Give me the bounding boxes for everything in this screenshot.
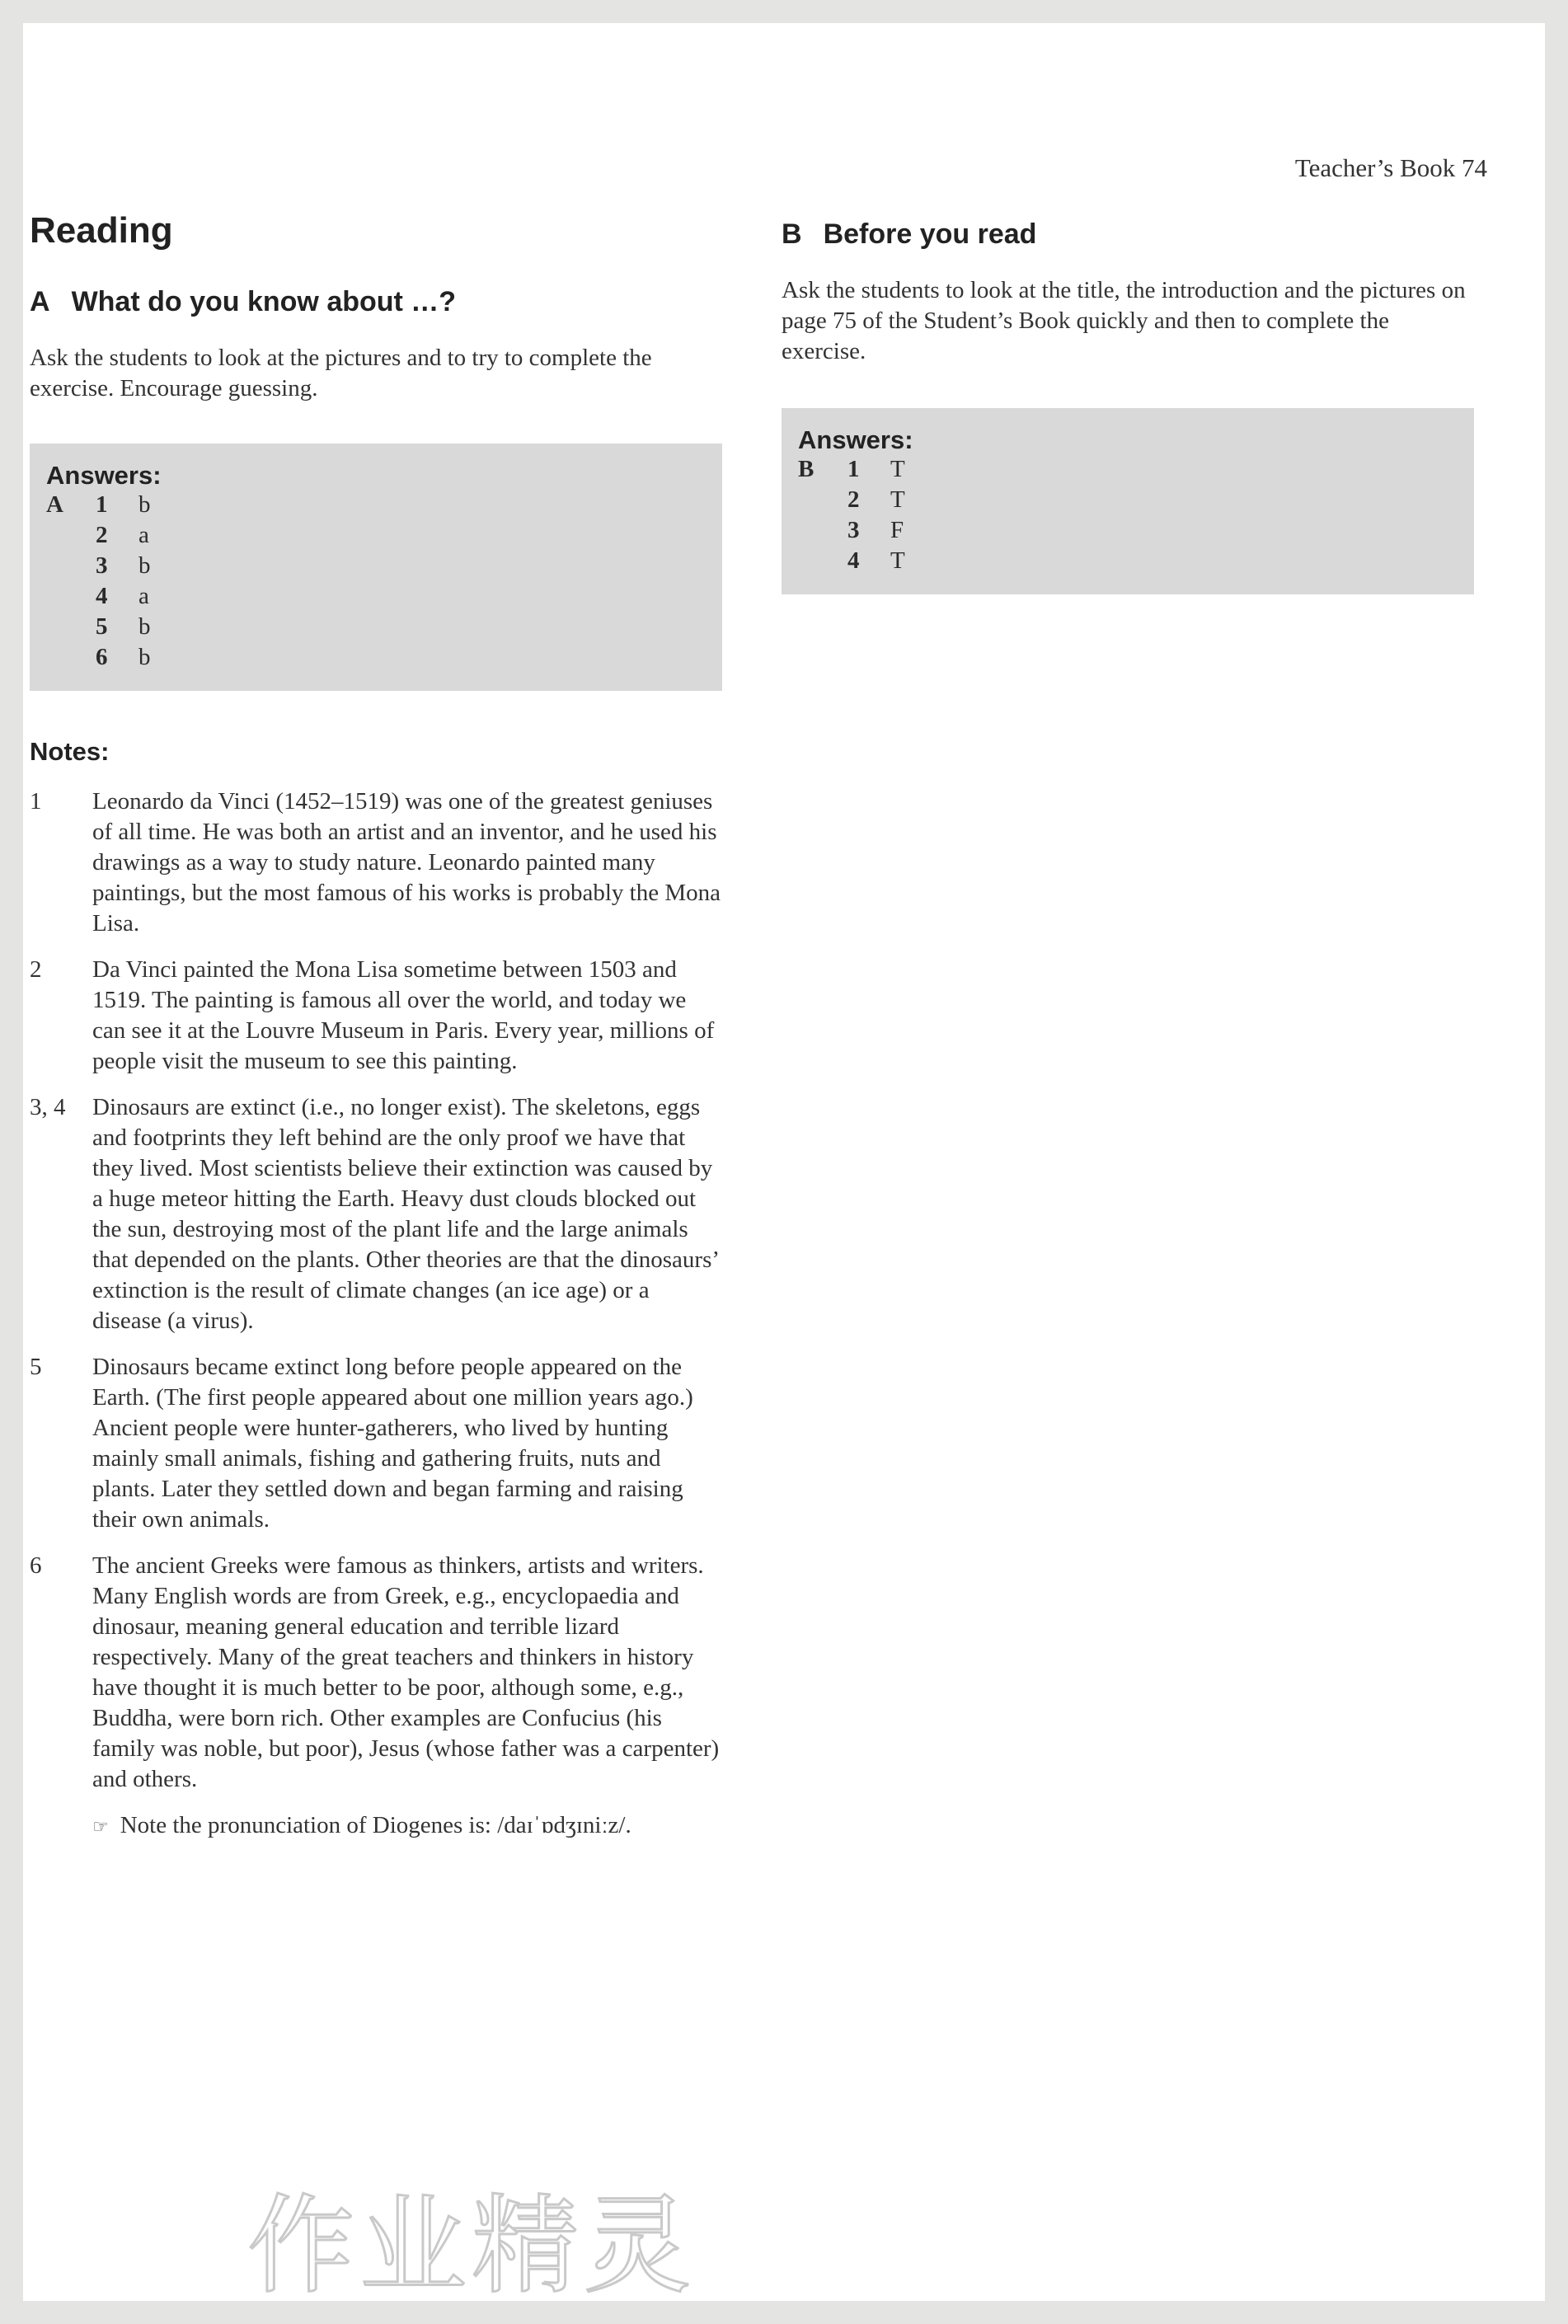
note-item — [30, 1092, 722, 1336]
answer-value: a — [138, 583, 149, 609]
part-b-instructions: Ask the students to look at the title, the introduction and the pictures on page 75 of the Student’s Book quickly and then to complete the exercise. — [782, 277, 1466, 364]
note-text: Leonardo da Vinci (1452–1519) was one of the greatest geniuses of all time. He was both an artist and an inventor, and he used his drawings as a way to study nature. Leonardo painted many paintings, but the most famous of his works is probably the Mona Lisa. — [92, 788, 721, 937]
answer-row — [798, 546, 905, 576]
answer-row — [46, 520, 151, 551]
answers-table-b — [798, 454, 905, 576]
answer-number: 1 — [847, 456, 860, 482]
answer-row — [46, 642, 151, 673]
answer-number: 3 — [96, 552, 108, 579]
part-b-letter: B — [782, 218, 802, 250]
answers-box-a — [30, 444, 722, 691]
note-text: Da Vinci painted the Mona Lisa sometime between 1503 and 1519. The painting is famous all over the world, and today we can see it at the Louvre Museum in Paris. Every year, millions of people visit the museum to see this painting. — [92, 956, 715, 1074]
part-a-title: What do you know about …? — [71, 286, 457, 317]
answer-row — [46, 612, 151, 642]
answers-label-b: Answers: — [798, 425, 913, 454]
part-a-heading — [30, 286, 722, 318]
answers-box-b — [782, 408, 1474, 594]
answers-label-a: Answers: — [46, 461, 162, 490]
note-text: Dinosaurs are extinct (i.e., no longer exist). The skeletons, eggs and footprints they left behind are the only proof we have that they lived. Most scientists believe their extinction was caused by a huge meteor hitting the Earth. Heavy dust clouds blocked out the sun, destroying most of the plant life and the large animals that depended on the plants. Other theories are that the dinosaurs’ extinction is the result of climate changes (an ice age) or a disease (a virus). — [92, 1094, 718, 1334]
answer-value: b — [138, 644, 151, 670]
answer-row — [798, 485, 905, 515]
part-a-instructions: Ask the students to look at the pictures and to try to complete the exercise. Encourage guessing. — [30, 345, 652, 401]
section-title: Reading — [30, 210, 173, 251]
answer-number: 6 — [96, 644, 108, 670]
answer-number: 5 — [96, 613, 108, 640]
answer-number: 2 — [847, 486, 860, 513]
pronunciation-note-text: Note the pronunciation of Diogenes is: /daɪˈɒdʒɪniːz/. — [120, 1812, 631, 1838]
answer-section: A — [46, 491, 63, 518]
answer-value: T — [890, 456, 905, 482]
answer-value: F — [890, 517, 904, 543]
part-a-letter: A — [30, 286, 50, 317]
note-item — [30, 1352, 722, 1535]
answer-row — [798, 515, 905, 546]
answer-row — [46, 581, 151, 612]
answer-value: a — [138, 522, 149, 548]
note-number: 2 — [30, 956, 42, 983]
watermark: 作业精灵 — [247, 2183, 697, 2308]
pronunciation-note — [92, 1810, 722, 1842]
note-text: Dinosaurs became extinct long before people appeared on the Earth. (The first people appeared about one million years ago.) Ancient people were hunter-gatherers, who lived by hunting mainly small animals, fishing and gathering fruits, nuts and plants. Later they settled down and began farming and raising their own animals. — [92, 1354, 693, 1533]
answer-number: 2 — [96, 522, 108, 548]
note-item — [30, 1551, 722, 1795]
answer-value: b — [138, 491, 151, 518]
answer-value: b — [138, 613, 151, 640]
answer-number: 4 — [96, 583, 108, 609]
answer-number: 1 — [96, 491, 108, 518]
note-item — [30, 786, 722, 939]
pointing-hand-icon: ☞ — [92, 1816, 109, 1837]
answer-section: B — [798, 456, 815, 482]
answer-number: 3 — [847, 517, 860, 543]
note-number: 1 — [30, 788, 42, 815]
answer-row — [798, 454, 905, 485]
notes-title: Notes: — [30, 737, 110, 766]
answer-value: b — [138, 552, 151, 579]
note-item — [30, 955, 722, 1077]
note-number: 5 — [30, 1354, 42, 1380]
answer-value: T — [890, 486, 905, 513]
part-b-heading — [782, 218, 1474, 251]
right-column — [782, 218, 1474, 594]
note-number: 6 — [30, 1552, 42, 1579]
answer-row — [46, 551, 151, 581]
answer-value: T — [890, 547, 905, 574]
part-b-title: Before you read — [823, 218, 1037, 250]
answer-row — [46, 490, 151, 520]
left-column — [30, 210, 722, 1842]
note-number: 3, 4 — [30, 1094, 66, 1120]
page-reference: Teacher’s Book 74 — [1294, 153, 1487, 182]
note-text: The ancient Greeks were famous as thinkers, artists and writers. Many English words are from Greek, e.g., encyclopaedia and dinosaur, meaning general education and terrible lizard respectively. Many of the great teachers and thinkers in history have thought it is much better to be poor, although some, e.g., Buddha, were born rich. Other examples are Confucius (his family was noble, but poor), Jesus (whose father was a carpenter) and others. — [92, 1552, 720, 1792]
answer-number: 4 — [847, 547, 860, 574]
answers-table-a — [46, 490, 151, 673]
